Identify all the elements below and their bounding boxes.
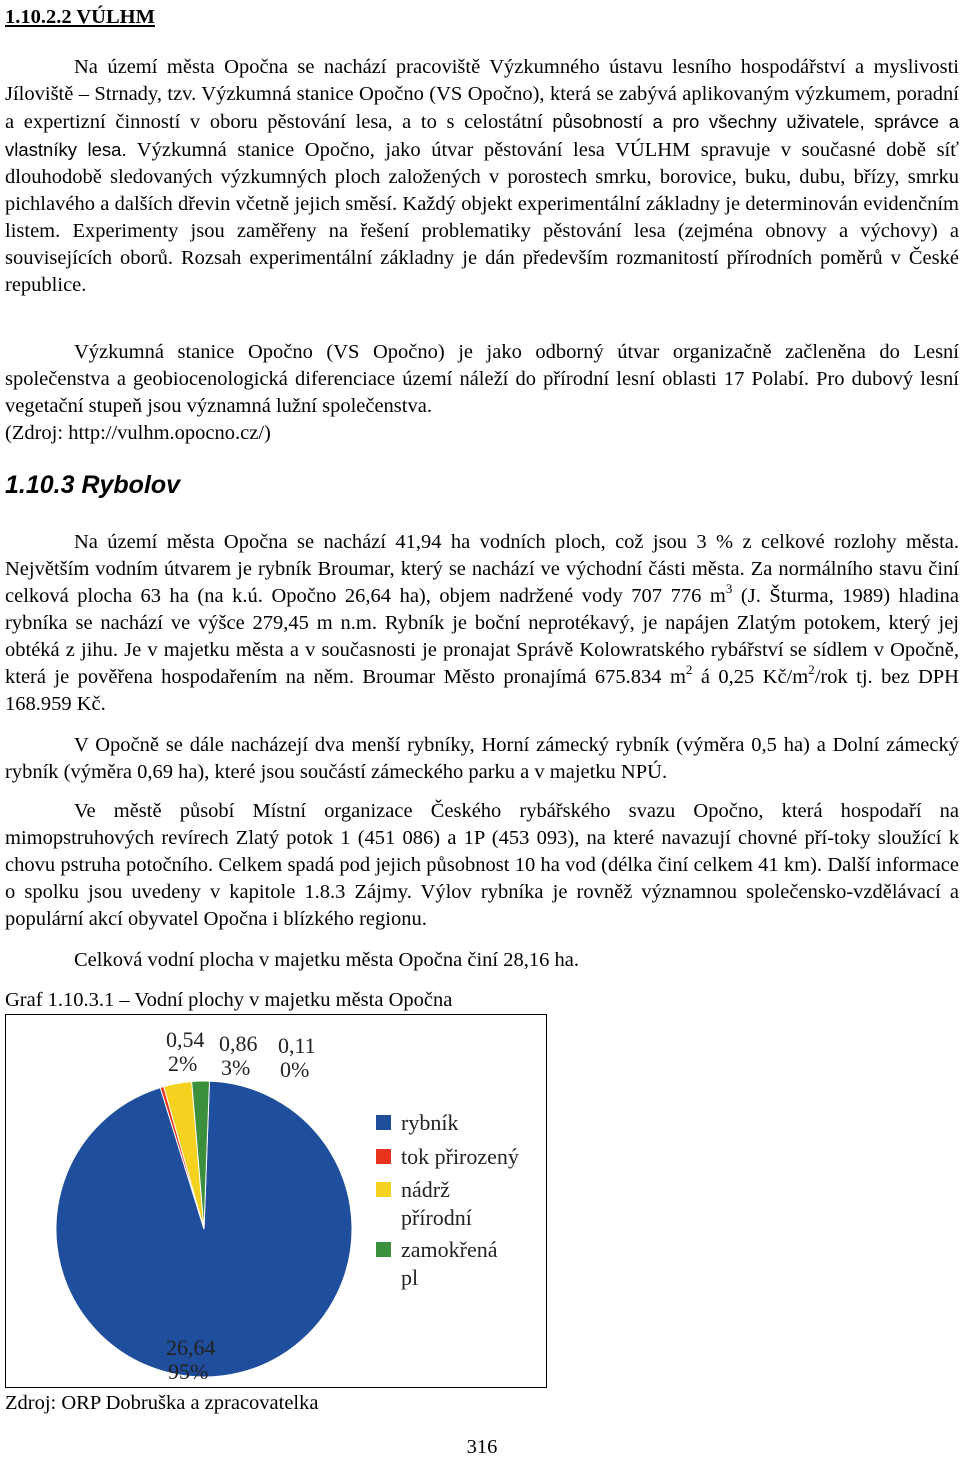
chart-source: Zdroj: ORP Dobruška a zpracovatelka <box>5 1392 319 1414</box>
chart-frame <box>5 1014 547 1388</box>
legend-label-1-0: tok přirozený <box>401 1144 519 1169</box>
slice-percent-label-0: 95% <box>168 1359 209 1384</box>
slice-percent-label-1: 0% <box>280 1057 310 1082</box>
paragraph-rybolov-2: V Opočně se dále nacházejí dva menší rybníky, Horní zámecký rybník (výměra 0,5 ha) a Dolní zámecký rybník (výměra 0,69 ha), které jsou součástí zámeckého parku a v majetku NPÚ. <box>5 734 959 783</box>
paragraph-rybolov-3: Ve městě působí Místní organizace Českého rybářského svazu Opočno, která hospodaří na mimopstruhových revírech Zlatý potok 1 (451 086) a 1P (453 093), na které navazují chovné pří-toky sloužící k chovu pstruha potočního. Celkem spadá pod jejich působnost 10 ha vod (délka činí celkem 41 km). Další informace o spolku jsou uvedeny v kapitole 1.8.3 Zájmy. Výlov rybníka je rovněž významnou společensko-vzdělávací a populární akcí obyvatel Opočna i blízkého regionu. <box>5 800 959 930</box>
paragraph-rybolov-1-part-d: /rok tj. bez DPH 168.959 Kč. <box>5 666 959 715</box>
legend-swatch-2 <box>376 1182 391 1197</box>
paragraph-vulhm-1 <box>5 54 959 299</box>
page-number: 316 <box>466 1436 498 1458</box>
superscript-square-1: 2 <box>685 662 693 677</box>
legend-label-3-0: zamokřená <box>401 1237 498 1262</box>
paragraph-rybolov-1-part-b: (J. Šturma, 1989) hladina rybníka se nachází ve výšce 279,45 m n.m. Rybník je boční neprotékavý, je napájen Zlatým potokem, který jej obtéká z jihu. Je v majetku města a v současnosti je pronajat Správě Kolowratského rybářství se sídlem v Opočně, která je pověřena hospodařením na něm. Broumar Město pronajímá 675.834 m <box>5 585 959 688</box>
superscript-cubic: 3 <box>725 581 733 596</box>
legend-swatch-0 <box>376 1115 391 1130</box>
legend-label-3-1: pl <box>401 1265 419 1290</box>
superscript-square-2: 2 <box>808 662 815 677</box>
legend-label-2-0: nádrž <box>401 1177 450 1202</box>
paragraph-rybolov-1-part-a: Na území města Opočna se nachází 41,94 ha vodních ploch, což jsou 3 % z celkové rozlohy města. Největším vodním útvarem je rybník Broumar, který se nachází ve východní části města. Za normálního stavu činí celková plocha 63 ha (na k.ú. Opočno 26,64 ha), objem nadržené vody 707 776 m <box>5 531 959 607</box>
pie-chart <box>6 1015 545 1386</box>
slice-value-label-3: 0,54 <box>166 1027 205 1052</box>
paragraph-vulhm-1-part-c: Výzkumná stanice Opočno, jako útvar pěstování lesa VÚLHM spravuje v současné době síť dlouhodobě sledovaných výzkumných ploch založených v porostech smrku, borovice, buku, dubu, břízy, smrku pichlavého a dalších dřevin včetně jejich směsí. Každý objekt experimentální základny je determinován evidenčním listem. Experimenty jsou zaměřeny na řešení problematiky pěstování lesa (zejména obnovy a výchovy) a souvisejících oborů. Rozsah experimentální základny je dán především rozmanitostí přírodních poměrů v České republice. <box>5 139 959 296</box>
legend-label-0-0: rybník <box>401 1110 459 1135</box>
slice-value-label-0: 26,64 <box>166 1335 216 1360</box>
slice-value-label-2: 0,86 <box>219 1031 258 1056</box>
slice-percent-label-2: 3% <box>221 1055 251 1080</box>
section-heading-vulhm: 1.10.2.2 VÚLHM <box>5 6 155 28</box>
paragraph-rybolov-1-part-c: á 0,25 Kč/m <box>692 666 809 688</box>
paragraph-vulhm-1-part-b: působností a pro všechny uživatele, správce a vlastníky lesa. <box>5 111 959 160</box>
legend-swatch-1 <box>376 1149 391 1164</box>
paragraph-vulhm-1-part-a: Na území města Opočna se nachází pracoviště Výzkumného ústavu lesního hospodářství a myslivosti Jíloviště – Strnady, tzv. Výzkumná stanice Opočno (VS Opočno), která se zabývá aplikovaným výzkumem, poradní a expertizní činností v oboru pěstování lesa, a to s celostátní <box>5 56 959 133</box>
section-heading-rybolov: 1.10.3 Rybolov <box>5 471 181 499</box>
vulhm-source: (Zdroj: http://vulhm.opocno.cz/) <box>5 422 271 444</box>
legend-swatch-3 <box>376 1242 391 1257</box>
chart-caption: Graf 1.10.3.1 – Vodní plochy v majetku města Opočna <box>5 989 453 1011</box>
slice-percent-label-3: 2% <box>168 1051 198 1076</box>
paragraph-vulhm-2: Výzkumná stanice Opočno (VS Opočno) je jako odborný útvar organizačně začleněna do Lesní společenstva a geobiocenologická diferenciace území náleží do přírodní lesní oblasti 17 Polabí. Pro dubový lesní vegetační stupeň jsou významná lužní společenstva. <box>5 341 959 417</box>
slice-value-label-1: 0,11 <box>278 1033 316 1058</box>
paragraph-rybolov-4: Celková vodní plocha v majetku města Opočna činí 28,16 ha. <box>74 949 579 971</box>
paragraph-rybolov-1 <box>5 529 959 718</box>
legend-label-2-1: přírodní <box>401 1205 472 1230</box>
